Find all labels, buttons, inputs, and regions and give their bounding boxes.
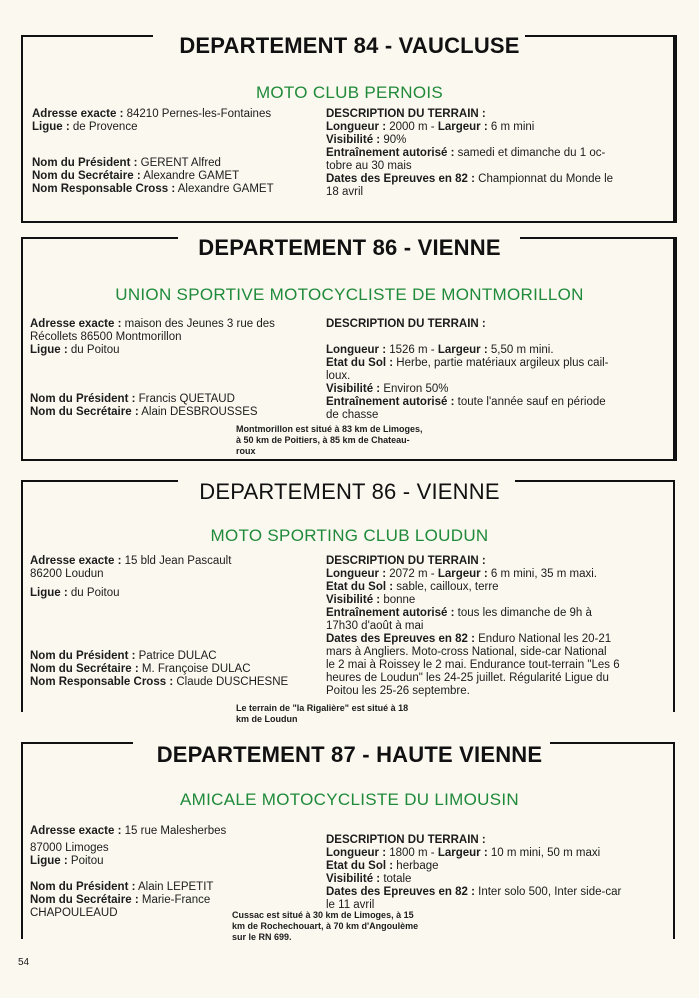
- president-label: Nom du Président :: [30, 393, 136, 405]
- note-line: Le terrain de "la Rigalière" est situé à 18: [236, 703, 409, 713]
- visibilite-value: 90%: [383, 134, 407, 146]
- description-heading: DESCRIPTION DU TERRAIN :: [326, 555, 486, 567]
- largeur-value: 6 m mini, 35 m maxi.: [490, 568, 597, 580]
- visibilite-value: totale: [383, 873, 412, 885]
- note-line: km de Loudun: [236, 714, 298, 724]
- dates-value: Championnat du Monde le: [478, 173, 614, 185]
- largeur-label: Largeur :: [437, 344, 488, 356]
- visibilite-label: Visibilité :: [326, 383, 381, 395]
- description-heading: DESCRIPTION DU TERRAIN :: [326, 318, 486, 330]
- dates-label: Dates des Epreuves en 82 :: [326, 633, 475, 645]
- ligue-label: Ligue :: [30, 587, 68, 599]
- cross-value: Alexandre GAMET: [177, 183, 274, 195]
- sol-label: Etat du Sol :: [326, 860, 394, 872]
- section-haute-vienne: [0, 712, 699, 952]
- address-value-cont: 86200 Loudun: [30, 568, 104, 580]
- largeur-value: 6 m mini: [490, 121, 535, 133]
- sol-value: herbage: [396, 860, 439, 872]
- president-value: Francis QUETAUD: [138, 393, 235, 405]
- address-value-cont: 87000 Limoges: [30, 842, 109, 854]
- club-name: MOTO SPORTING CLUB LOUDUN: [210, 526, 489, 545]
- dates-value-cont: le 11 avril: [326, 899, 375, 911]
- section-vienne-loudun: [0, 465, 699, 724]
- longueur-label: Longueur :: [326, 847, 387, 859]
- note-line: à 50 km de Poitiers, à 85 km de Chateau-: [236, 435, 410, 445]
- note-line: Cussac est situé à 30 km de Limoges, à 15: [232, 910, 414, 920]
- secretaire-label: Nom du Secrétaire :: [30, 663, 139, 675]
- secretaire-value: Alain DESBROUSSES: [141, 406, 258, 418]
- secretaire-value: M. Françoise DULAC: [141, 663, 251, 675]
- dates-value-cont: Poitou les 25-26 septembre.: [326, 685, 470, 697]
- description-heading: DESCRIPTION DU TERRAIN :: [326, 834, 486, 846]
- department-title: DEPARTEMENT 87 - HAUTE VIENNE: [156, 742, 543, 767]
- note-line: sur le RN 699.: [232, 932, 292, 942]
- address-label: Adresse exacte :: [32, 108, 124, 120]
- club-name: AMICALE MOTOCYCLISTE DU LIMOUSIN: [180, 790, 519, 809]
- dates-value-cont: 18 avril: [326, 186, 364, 198]
- dates-value-cont: mars à Angliers. Moto-cross National, side-car National: [326, 646, 607, 658]
- largeur-value: 5,50 m mini.: [490, 344, 554, 356]
- sol-value: Herbe, partie matériaux argileux plus cail-: [396, 357, 609, 369]
- secretaire-value: Marie-France: [141, 894, 211, 906]
- address-value: 84210 Pernes-les-Fontaines: [126, 108, 272, 120]
- longueur-value: 2072 m -: [389, 568, 435, 580]
- secretaire-label: Nom du Secrétaire :: [32, 170, 141, 182]
- club-name: UNION SPORTIVE MOTOCYCLISTE DE MONTMORILLON: [115, 285, 584, 304]
- sol-label: Etat du Sol :: [326, 357, 394, 369]
- dates-value: Enduro National les 20-21: [478, 633, 612, 645]
- president-label: Nom du Président :: [32, 157, 138, 169]
- president-value: Alain LEPETIT: [138, 881, 214, 893]
- address-label: Adresse exacte :: [30, 825, 122, 837]
- sol-label: Etat du Sol :: [326, 581, 394, 593]
- page-number: 54: [18, 957, 30, 968]
- entrainement-value-cont: 17h30 d'août à mai: [326, 620, 424, 632]
- visibilite-label: Visibilité :: [326, 873, 381, 885]
- longueur-label: Longueur :: [326, 568, 387, 580]
- club-info-left: [30, 555, 315, 689]
- terrain-description: [326, 834, 666, 912]
- section-vaucluse: [0, 0, 699, 230]
- address-value: 15 bld Jean Pascault: [124, 555, 232, 567]
- terrain-description: [326, 318, 666, 422]
- entrainement-value-cont: de chasse: [326, 409, 379, 421]
- note-line: km de Rochechouart, à 70 km d'Angoulème: [232, 921, 419, 931]
- ligue-label: Ligue :: [32, 121, 70, 133]
- dates-label: Dates des Epreuves en 82 :: [326, 173, 475, 185]
- secretaire-label: Nom du Secrétaire :: [30, 894, 139, 906]
- address-label: Adresse exacte :: [30, 318, 122, 330]
- terrain-description: [326, 108, 666, 199]
- entrainement-value: samedi et dimanche du 1 oc-: [457, 147, 606, 159]
- location-note: [236, 424, 456, 457]
- secretaire-value-cont: CHAPOULEAUD: [30, 907, 118, 919]
- department-title: DEPARTEMENT 84 - VAUCLUSE: [179, 33, 520, 58]
- entrainement-value: toute l'année sauf en période: [457, 396, 606, 408]
- largeur-label: Largeur :: [437, 568, 488, 580]
- department-title: DEPARTEMENT 86 - VIENNE: [199, 479, 500, 504]
- cross-label: Nom Responsable Cross :: [30, 676, 174, 688]
- entrainement-label: Entraînement autorisé :: [326, 607, 455, 619]
- entrainement-value: tous les dimanche de 9h à: [457, 607, 592, 619]
- ligue-label: Ligue :: [30, 344, 68, 356]
- location-note: [232, 910, 462, 943]
- largeur-label: Largeur :: [437, 847, 488, 859]
- longueur-label: Longueur :: [326, 121, 387, 133]
- sol-value: sable, cailloux, terre: [396, 581, 499, 593]
- longueur-label: Longueur :: [326, 344, 387, 356]
- note-line: Montmorillon est situé à 83 km de Limoges,: [236, 424, 423, 434]
- address-value: maison des Jeunes 3 rue des: [124, 318, 275, 330]
- dates-label: Dates des Epreuves en 82 :: [326, 886, 475, 898]
- club-name: MOTO CLUB PERNOIS: [255, 83, 444, 102]
- ligue-value: de Provence: [72, 121, 138, 133]
- description-heading: DESCRIPTION DU TERRAIN :: [326, 108, 486, 120]
- address-value-cont: Récollets 86500 Montmorillon: [30, 331, 182, 343]
- longueur-value: 2000 m -: [389, 121, 435, 133]
- ligue-value: du Poitou: [70, 587, 120, 599]
- cross-value: Claude DUSCHESNE: [176, 676, 289, 688]
- president-value: Patrice DULAC: [138, 650, 217, 662]
- club-info-left: [32, 108, 322, 196]
- longueur-value: 1800 m -: [389, 847, 435, 859]
- visibilite-value: bonne: [383, 594, 416, 606]
- address-value: 15 rue Malesherbes: [124, 825, 227, 837]
- entrainement-label: Entraînement autorisé :: [326, 396, 455, 408]
- secretaire-label: Nom du Secrétaire :: [30, 406, 139, 418]
- dates-value-cont: heures de Loudun" les 24-25 juillet. Régularité Ligue du: [326, 672, 609, 684]
- club-info-left: [30, 318, 315, 419]
- president-label: Nom du Président :: [30, 881, 136, 893]
- ligue-value: Poitou: [70, 855, 104, 867]
- dates-value-cont: le 2 mai à Roissey le 2 mai. Endurance tout-terrain "Les 6: [326, 659, 620, 671]
- visibilite-value: Environ 50%: [383, 383, 449, 395]
- department-title: DEPARTEMENT 86 - VIENNE: [198, 235, 501, 260]
- president-value: GERENT Alfred: [140, 157, 221, 169]
- address-label: Adresse exacte :: [30, 555, 122, 567]
- section-vienne-montmorillon: [0, 230, 699, 465]
- visibilite-label: Visibilité :: [326, 134, 381, 146]
- entrainement-label: Entraînement autorisé :: [326, 147, 455, 159]
- largeur-value: 10 m mini, 50 m maxi: [490, 847, 601, 859]
- visibilite-label: Visibilité :: [326, 594, 381, 606]
- entrainement-value-cont: tobre au 30 mais: [326, 160, 412, 172]
- note-line: roux: [236, 446, 256, 456]
- secretaire-value: Alexandre GAMET: [143, 170, 240, 182]
- cross-label: Nom Responsable Cross :: [32, 183, 176, 195]
- sol-value-cont: loux.: [326, 370, 351, 382]
- ligue-label: Ligue :: [30, 855, 68, 867]
- ligue-value: du Poitou: [70, 344, 120, 356]
- terrain-description: [326, 555, 666, 698]
- president-label: Nom du Président :: [30, 650, 136, 662]
- dates-value: Inter solo 500, Inter side-car: [478, 886, 622, 898]
- club-info-left: [30, 825, 315, 920]
- largeur-label: Largeur :: [437, 121, 488, 133]
- longueur-value: 1526 m -: [389, 344, 435, 356]
